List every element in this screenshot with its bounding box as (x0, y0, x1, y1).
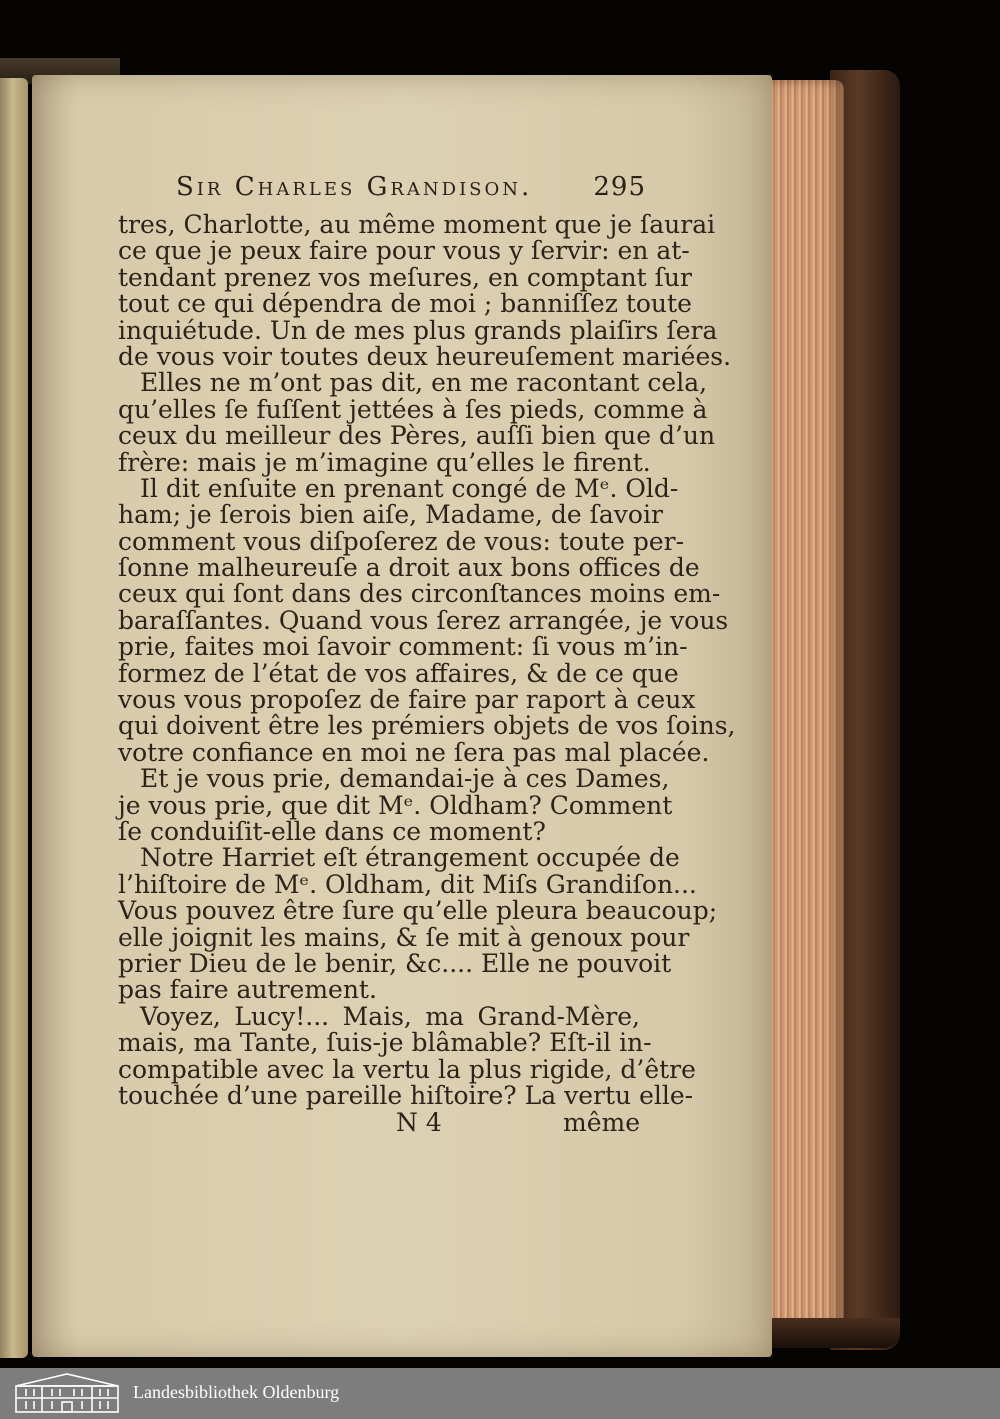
text-line: votre confiance en moi ne ſera pas mal placée. (118, 737, 710, 767)
text-line: tendant prenez vos meſures, en comptant ſur (118, 262, 692, 292)
body-text (118, 210, 736, 1110)
text-line: touchée d’une pareille hiſtoire? La vertu elle- (118, 1080, 694, 1110)
running-title: Sir Charles Grandison. (176, 172, 533, 202)
text-line: compatible avec la vertu la plus rigide, d’être (118, 1054, 696, 1084)
text-line: formez de l’état de vos affaires, & de ce que (118, 658, 679, 688)
text-line: Et je vous prie, demandai-je à ces Dames, (140, 764, 670, 794)
text-line: Vous pouvez être ſure qu’elle pleura beaucoup; (118, 896, 718, 926)
text-line: Notre Harriet eſt étrangement occupée de (140, 843, 680, 873)
text-line: ceux qui ſont dans des circonſtances moins em- (118, 579, 721, 609)
text-line: Il dit enſuite en prenant congé de Mᵉ. Old- (140, 473, 679, 503)
text-line: inquiétude. Un de mes plus grands plaiſirs ſera (118, 315, 718, 345)
text-line: baraſſantes. Quand vous ſerez arrangée, je vous (118, 605, 729, 635)
text-line: ham; je ſerois bien aiſe, Madame, de ſavoir (118, 500, 663, 530)
text-line: prier Dieu de le benir, &c.... Elle ne pouvoit (118, 948, 672, 978)
text-line: prie, faites moi ſavoir comment: ſi vous m’in- (118, 632, 688, 662)
text-line: Elles ne m’ont pas dit, en me racontant cela, (140, 368, 708, 398)
catchword: même (562, 1108, 640, 1137)
text-line: ſonne malheureuſe a droit aux bons offices de (118, 553, 700, 583)
text-line: qui doivent être les prémiers objets de vos ſoins, (118, 711, 736, 741)
running-header (176, 172, 646, 210)
text-line: je vous prie, que dit Mᵉ. Oldham? Comment (118, 790, 673, 820)
text-line: elle joignit les mains, & ſe mit à genoux pour (118, 922, 690, 952)
text-line: de vous voir toutes deux heureuſement mariées. (118, 341, 732, 371)
library-footer-bar (0, 1368, 1000, 1419)
text-line: frère: mais je m’imagine qu’elles le firent. (118, 447, 651, 477)
text-line: mais, ma Tante, ſuis-je blâmable? Eſt-il in- (118, 1028, 652, 1058)
left-page-edge (0, 78, 28, 1358)
text-line: vous vous propoſez de faire par raport à ceux (118, 685, 696, 715)
text-line: Voyez, Lucy!... Mais, ma Grand-Mère, (140, 1001, 640, 1031)
text-line: l’hiſtoire de Mᵉ. Oldham, dit Miſs Grandiſon... (118, 869, 697, 899)
library-name: Landesbibliothek Oldenburg (133, 1382, 340, 1402)
text-line: qu’elles ſe fuſſent jettées à ſes pieds, comme à (118, 394, 708, 424)
signature-mark: N 4 (396, 1108, 442, 1137)
text-line: comment vous diſpoſerez de vous: toute per- (118, 526, 685, 556)
text-line: tout ce qui dépendra de moi ; banniſſez toute (118, 289, 692, 319)
text-line: ce que je peux faire pour vous y ſervir: en at- (118, 236, 690, 266)
page-number: 295 (593, 172, 646, 202)
text-line: tres, Charlotte, au même moment que je ſaurai (118, 210, 716, 239)
text-line: ſe conduiſit-elle dans ce moment? (118, 816, 546, 846)
text-line: ceux du meilleur des Pères, auſſi bien que d’un (118, 421, 716, 451)
page-footer (118, 1108, 640, 1138)
text-line: pas faire autrement. (118, 975, 377, 1005)
library-building-icon (12, 1372, 122, 1414)
